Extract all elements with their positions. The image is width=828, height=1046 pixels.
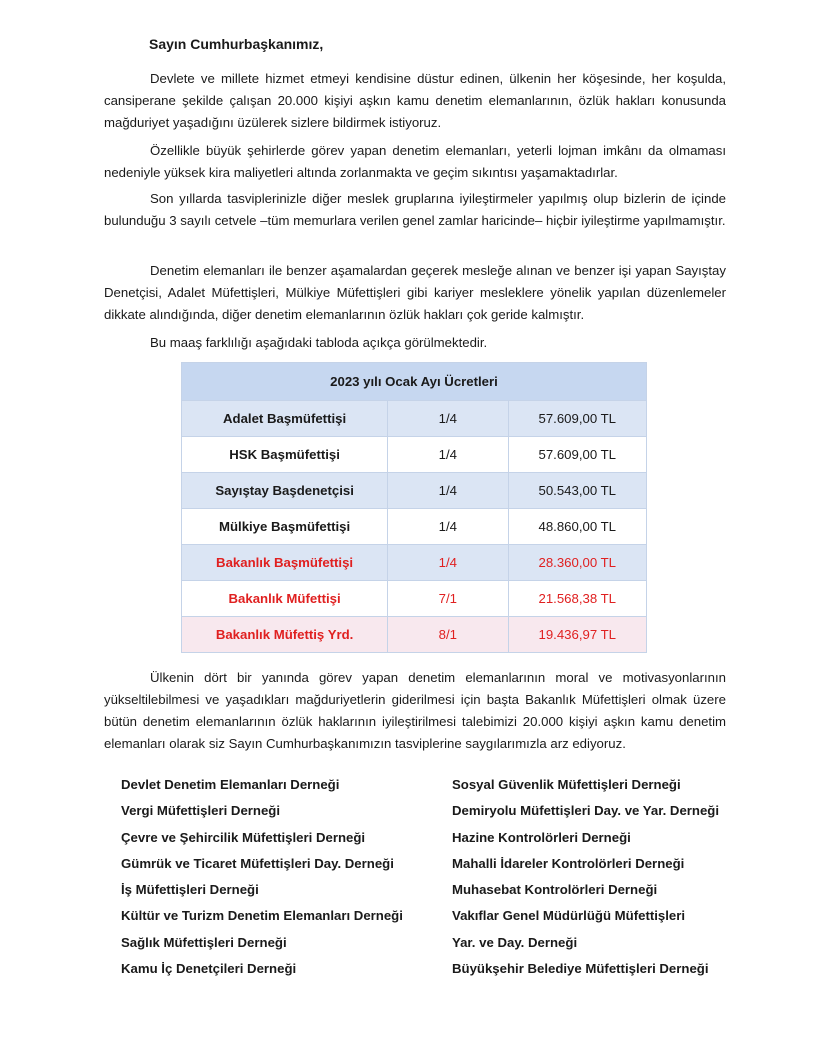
row-grade: 1/4 (388, 473, 508, 509)
paragraph-4: Denetim elemanları ile benzer aşamalardan geçerek mesleğe alınan ve benzer işi yapan Sayıştay Denetçisi, Adalet Müfettişleri, Mülkiye Müfettişleri gibi kariyer mesleklere yönelik yapılan düzenlemeler dikkate alındığında, diğer denetim elemanlarının özlük hakları çok geride kalmıştır. (104, 263, 726, 322)
table-row-highlighted (182, 617, 647, 653)
table-row (182, 401, 647, 437)
row-title: Bakanlık Müfettişi (182, 581, 388, 617)
association-name: Sağlık Müfettişleri Derneği (121, 934, 287, 950)
association-name: Vakıflar Genel Müdürlüğü Müfettişleri (452, 908, 686, 924)
association-name: Devlet Denetim Elemanları Derneği (121, 777, 340, 792)
associations-left-column (121, 772, 403, 982)
association-name: Sosyal Güvenlik Müfettişleri Derneği (452, 777, 681, 792)
association-name: Gümrük ve Ticaret Müfettişleri Day. Derneği (121, 855, 394, 871)
row-title: Bakanlık Başmüfettişi (182, 545, 388, 581)
salary-table-title: 2023 yılı Ocak Ayı Ücretleri (182, 363, 647, 401)
row-salary: 21.568,38 TL (508, 581, 647, 617)
paragraph-3: Son yıllarda tasviplerinizle diğer meslek gruplarına iyileştirmeler yapılmış olup bizlerin de içinde bulunduğu 3 sayılı cetvele –tüm memurlara verilen genel zamlar haricinde– hiçbir iyileştirme yapılmamıştır. (104, 191, 726, 228)
row-salary: 19.436,97 TL (508, 617, 647, 653)
row-title: Adalet Başmüfettişi (182, 401, 388, 437)
association-name: Kültür ve Turizm Denetim Elemanları Derneği (121, 908, 403, 924)
row-grade: 8/1 (388, 617, 508, 653)
row-grade: 1/4 (388, 509, 508, 545)
table-row (182, 473, 647, 509)
row-title: HSK Başmüfettişi (182, 437, 388, 473)
association-name: Kamu İç Denetçileri Derneği (121, 961, 297, 977)
row-salary: 57.609,00 TL (508, 401, 647, 437)
association-name: Çevre ve Şehircilik Müfettişleri Derneği (121, 829, 366, 845)
row-grade: 1/4 (388, 437, 508, 473)
row-salary: 28.360,00 TL (508, 545, 647, 581)
paragraph-5: Bu maaş farklılığı aşağıdaki tabloda açıkça görülmektedir. (150, 335, 488, 350)
association-name: Büyükşehir Belediye Müfettişleri Derneği (452, 961, 709, 977)
association-name: Vergi Müfettişleri Derneği (121, 803, 281, 819)
salutation: Sayın Cumhurbaşkanımız, (149, 36, 324, 52)
association-name: Muhasebat Kontrolörleri Derneği (452, 882, 658, 898)
salary-table (181, 362, 647, 653)
paragraph-6: Ülkenin dört bir yanında görev yapan denetim elemanlarının moral ve motivasyonlarının yükseltilebilmesi ve yaşadıkları mağduriyetlerin giderilmesi için başta Bakanlık Müfettişleri olmak üzere bütün denetim elemanlarının özlük haklarının iyileştirilmesi talebimizi 20.000 kişiyi aşkın kamu denetim elemanları olarak siz Sayın Cumhurbaşkanımızın tasviplerine saygılarımızla arz ediyoruz. (104, 670, 726, 751)
row-grade: 7/1 (388, 581, 508, 617)
association-name: Mahalli İdareler Kontrolörleri Derneği (452, 855, 685, 871)
row-salary: 50.543,00 TL (508, 473, 647, 509)
row-grade: 1/4 (388, 545, 508, 581)
row-title: Bakanlık Müfettiş Yrd. (182, 617, 388, 653)
association-name: İş Müfettişleri Derneği (121, 882, 259, 898)
table-row-highlighted (182, 545, 647, 581)
table-row (182, 437, 647, 473)
association-name: Yar. ve Day. Derneği (452, 934, 578, 950)
row-salary: 48.860,00 TL (508, 509, 647, 545)
paragraph-2: Özellikle büyük şehirlerde görev yapan denetim elemanları, yeterli lojman imkânı da olmaması nedeniyle yüksek kira maliyetleri altında zorlanmakta ve geçim sıkıntısı yaşamaktadırlar. (104, 143, 726, 180)
row-salary: 57.609,00 TL (508, 437, 647, 473)
table-row-highlighted (182, 581, 647, 617)
row-title: Mülkiye Başmüfettişi (182, 509, 388, 545)
association-name: Hazine Kontrolörleri Derneği (452, 829, 631, 845)
associations-right-column (452, 772, 719, 982)
table-row (182, 509, 647, 545)
paragraph-1: Devlete ve millete hizmet etmeyi kendisine düstur edinen, ülkenin her köşesinde, her koşulda, cansiperane şekilde çalışan 20.000 kişiyi aşkın kamu denetim elemanlarının, özlük hakları konusunda mağduriyet yaşadığını üzülerek sizlere bildirmek istiyoruz. (104, 71, 726, 130)
row-title: Sayıştay Başdenetçisi (182, 473, 388, 509)
row-grade: 1/4 (388, 401, 508, 437)
association-name: Demiryolu Müfettişleri Day. ve Yar. Derneği (452, 803, 720, 819)
